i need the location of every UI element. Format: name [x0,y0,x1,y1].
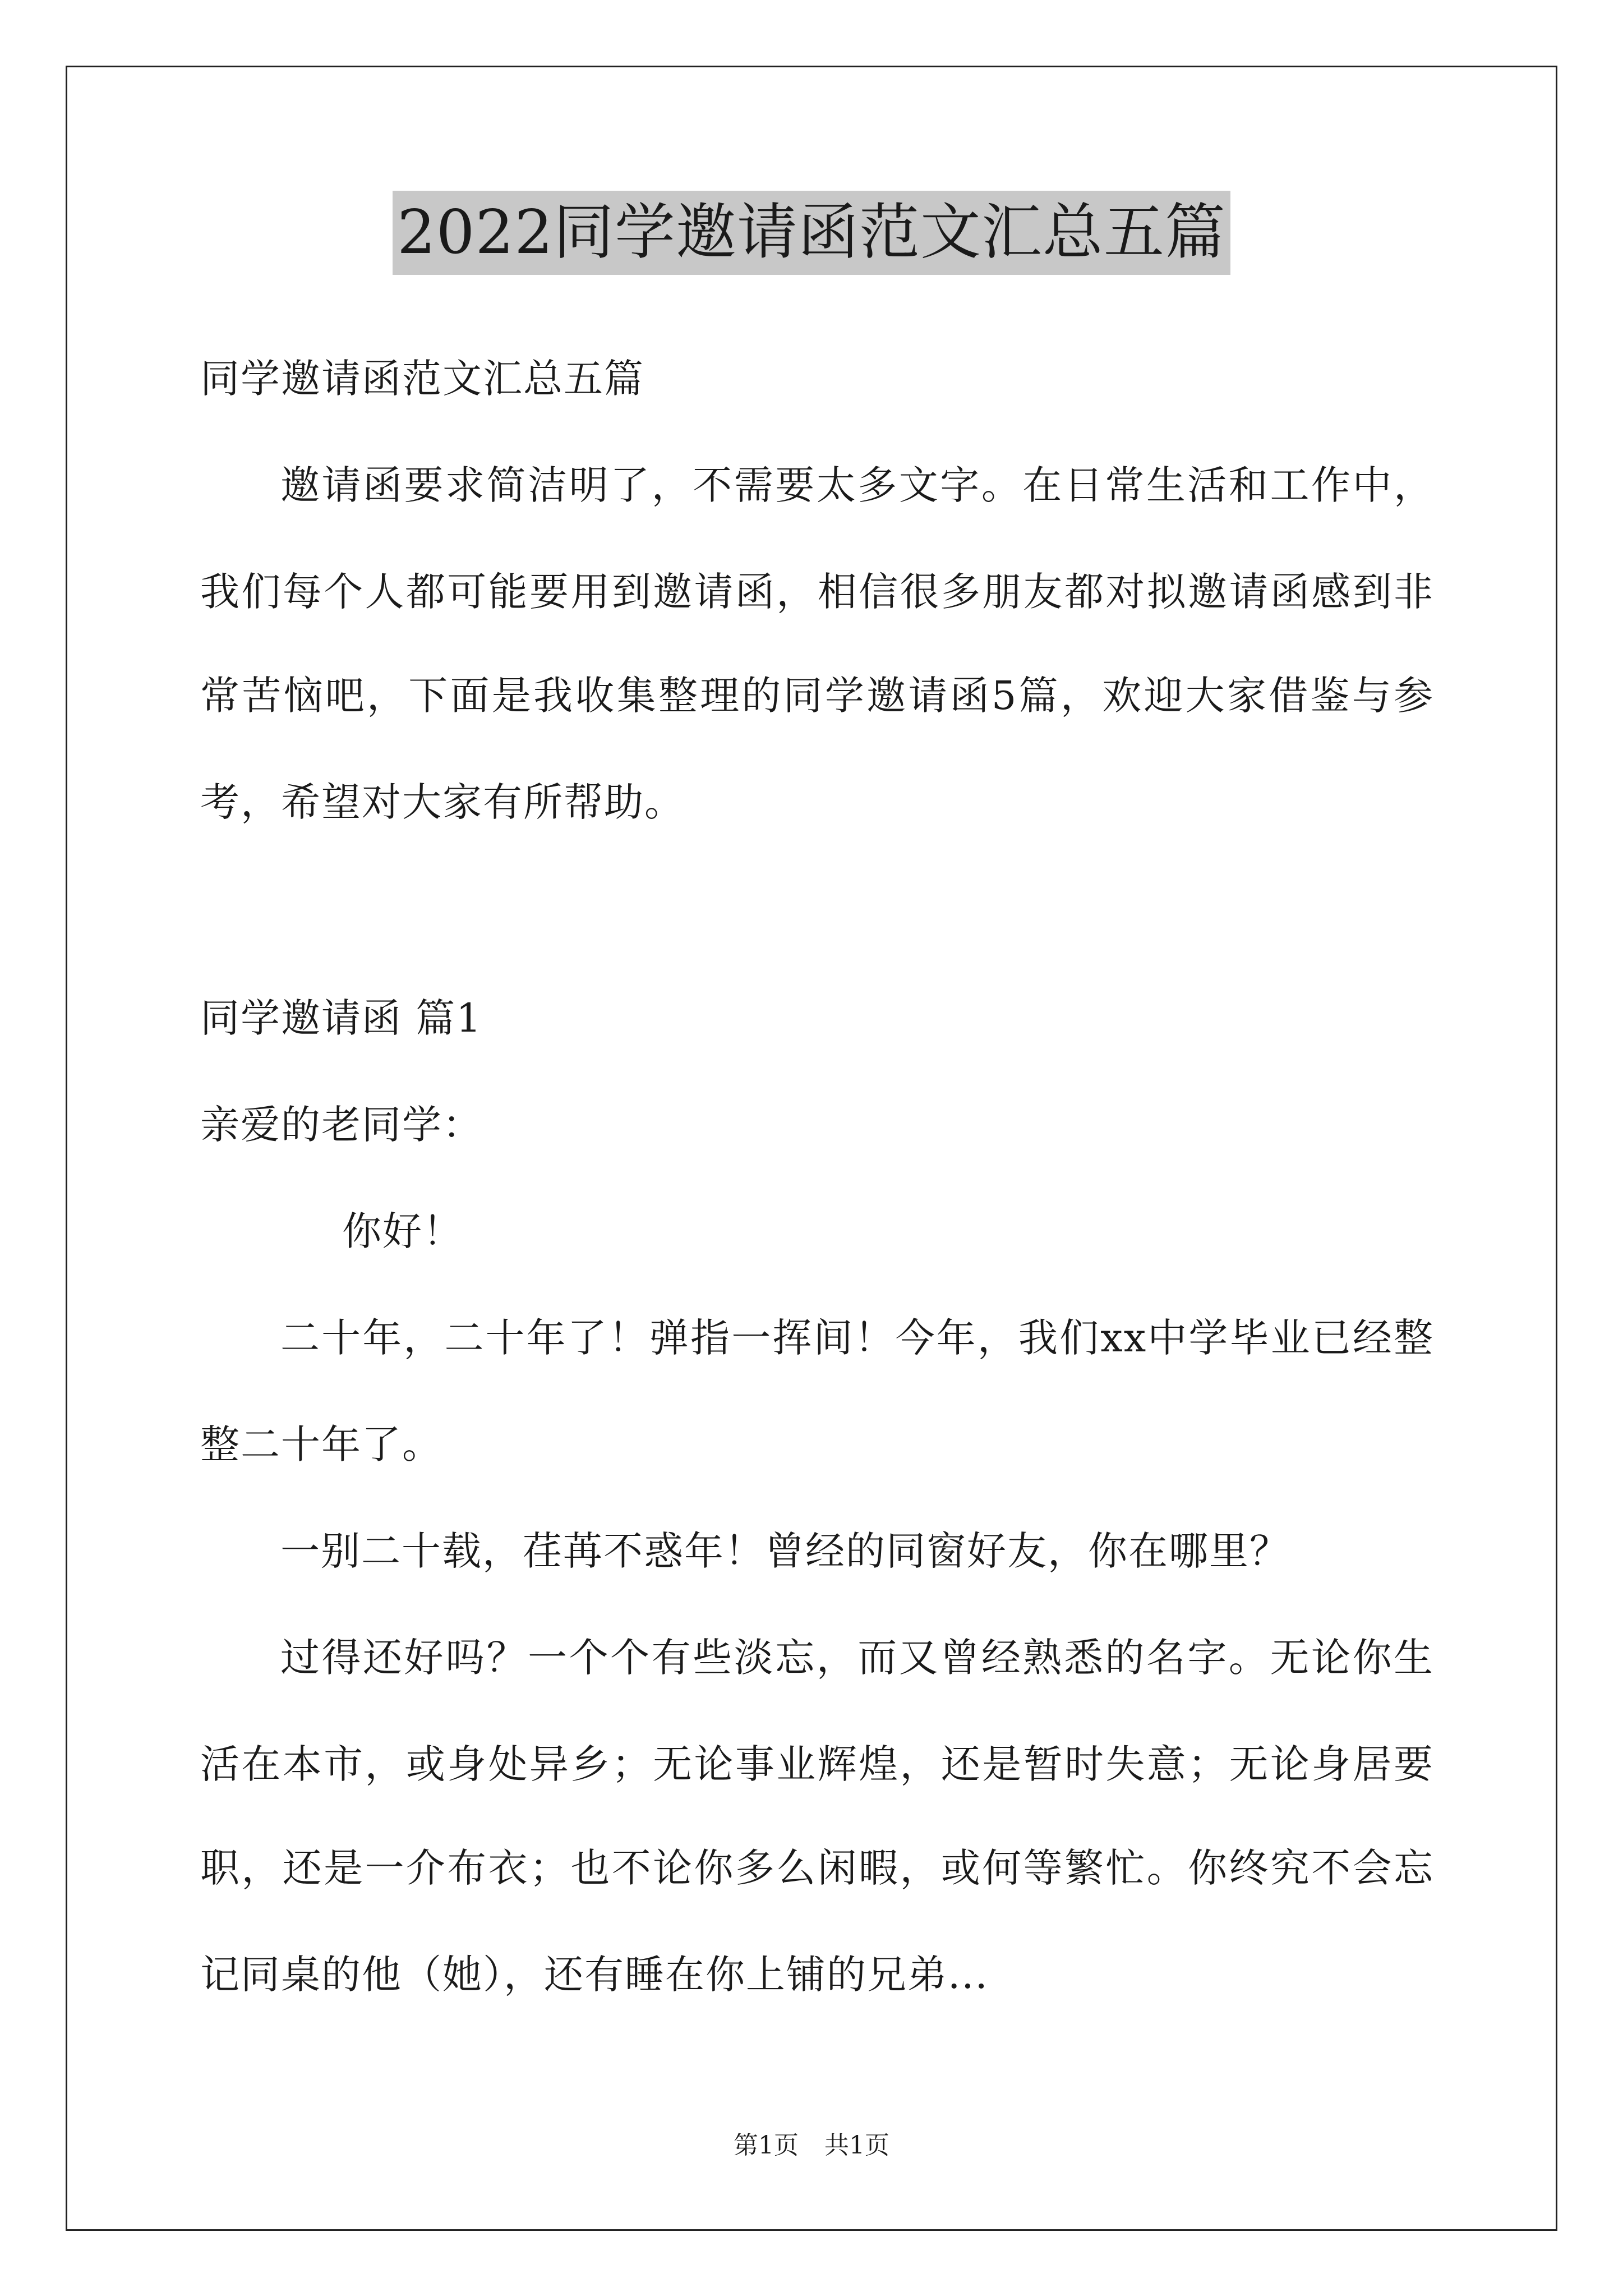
para3-line-3: 职，还是一介布衣；也不论你多么闲暇，或何等繁忙。你终究不会忘 [200,1845,1434,1891]
para3-line-2: 活在本市，或身处异乡；无论事业辉煌，还是暂时失意；无论身居要 [200,1741,1434,1787]
document-title: 2022同学邀请函范文汇总五篇 [393,191,1230,275]
document-subtitle: 同学邀请函范文汇总五篇 [200,356,644,402]
title-container [0,191,1623,275]
para1-line-2: 整二十年了。 [200,1421,442,1467]
page-current: 第1页 [734,2131,799,2160]
page-footer [0,2129,1623,2162]
para3-line-1: 过得还好吗？一个个有些淡忘，而又曾经熟悉的名字。无论你生 [280,1635,1434,1681]
para1-line-1: 二十年，二十年了！弹指一挥间！今年，我们xx中学毕业已经整 [280,1315,1434,1361]
page-total: 共1页 [824,2131,889,2160]
para2-line: 一别二十载，荏苒不惑年！曾经的同窗好友，你在哪里？ [280,1528,1290,1574]
intro-line-3: 常苦恼吧，下面是我收集整理的同学邀请函5篇，欢迎大家借鉴与参 [200,673,1434,719]
section-heading: 同学邀请函 篇1 [200,995,482,1041]
intro-line-1: 邀请函要求简洁明了，不需要太多文字。在日常生活和工作中， [280,462,1434,508]
intro-line-2: 我们每个人都可能要用到邀请函，相信很多朋友都对拟邀请函感到非 [200,569,1434,615]
intro-line-4: 考，希望对大家有所帮助。 [200,779,685,825]
para3-line-4: 记同桌的他（她），还有睡在你上铺的兄弟... [200,1952,989,1998]
greeting: 你好！ [342,1208,463,1254]
salutation: 亲爱的老同学： [200,1102,483,1148]
